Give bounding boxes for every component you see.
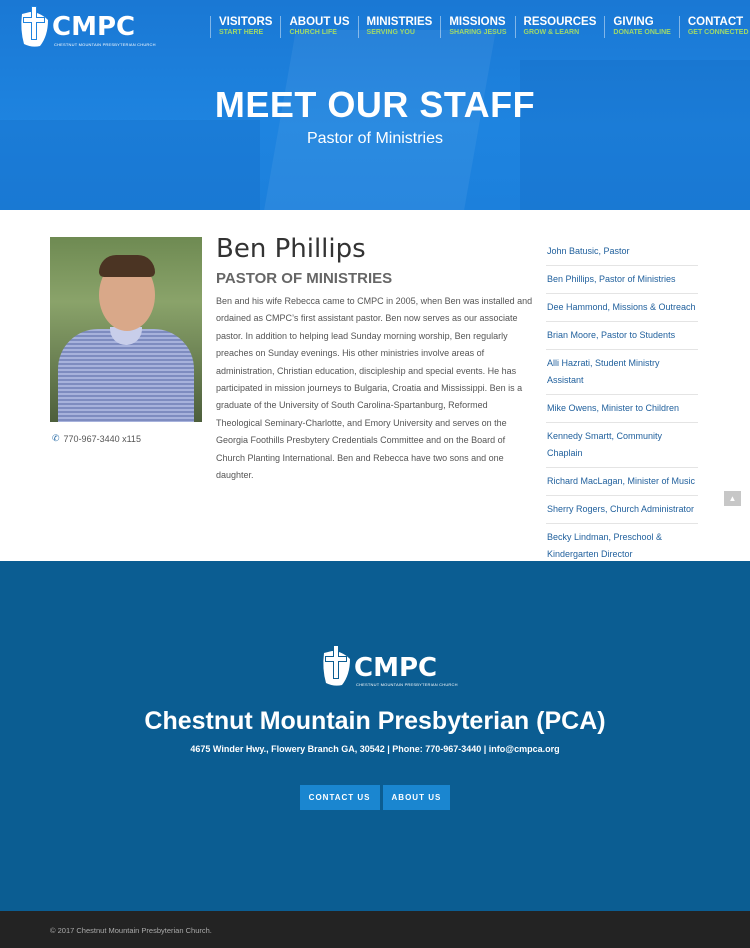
nav-item-resources[interactable] — [515, 16, 605, 38]
nav-sublabel: START HERE — [219, 29, 264, 36]
nav-sublabel: SERVING YOU — [366, 29, 415, 36]
cross-logo-icon — [320, 645, 354, 687]
nav-item-giving[interactable] — [604, 16, 678, 38]
nav-item-ministries[interactable] — [358, 16, 441, 38]
nav-sublabel: GET CONNECTED — [687, 29, 749, 36]
staff-role: PASTOR OF MINISTRIES — [216, 270, 393, 287]
staff-link-sherry-rogers[interactable]: Sherry Rogers, Church Administrator — [546, 496, 698, 524]
logo-subtext: CHESTNUT MOUNTAIN PRESBYTERIAN CHURCH — [356, 682, 458, 687]
main-nav — [210, 16, 750, 40]
staff-link-dee-hammond[interactable]: Dee Hammond, Missions & Outreach — [546, 294, 698, 322]
staff-link-richard-maclagan[interactable]: Richard MacLagan, Minister of Music — [546, 468, 698, 496]
nav-item-missions[interactable] — [440, 16, 514, 38]
nav-item-contact[interactable] — [679, 16, 750, 38]
staff-link-mike-owens[interactable]: Mike Owens, Minister to Children — [546, 395, 698, 423]
phone-number: 770-967-3440 x115 — [63, 433, 141, 444]
site-logo[interactable] — [18, 6, 156, 50]
staff-link-ben-phillips[interactable]: Ben Phillips, Pastor of Ministries — [546, 266, 698, 294]
staff-phone[interactable] — [52, 433, 141, 444]
copyright-text: © 2017 Chestnut Mountain Presbyterian Church. — [50, 926, 212, 935]
phone-icon: ✆ — [52, 433, 60, 443]
nav-label: CONTACT — [687, 16, 744, 28]
page-title: MEET OUR STAFF — [214, 84, 536, 125]
staff-link-becky-lindman[interactable]: Becky Lindman, Preschool & Kindergarten Director — [546, 524, 698, 569]
nav-label: GIVING — [613, 16, 654, 28]
logo-text: CMPC — [354, 653, 438, 683]
footer-address: 4675 Winder Hwy., Flowery Branch GA, 30542 | Phone: 770-967-3440 | info@cmpca.org — [190, 744, 560, 754]
staff-link-kennedy-smartt[interactable]: Kennedy Smartt, Community Chaplain — [546, 423, 698, 468]
chevron-up-icon: ▲ — [728, 494, 737, 503]
hero-banner — [0, 0, 750, 210]
staff-photo — [50, 237, 202, 422]
site-footer — [0, 561, 750, 911]
logo-subtext: CHESTNUT MOUNTAIN PRESBYTERIAN CHURCH — [54, 42, 156, 47]
page-subtitle: Pastor of Ministries — [306, 130, 444, 147]
staff-link-brian-moore[interactable]: Brian Moore, Pastor to Students — [546, 322, 698, 350]
staff-link-alli-hazrati[interactable]: Alli Hazrati, Student Ministry Assistant — [546, 350, 698, 395]
nav-label: RESOURCES — [523, 16, 597, 28]
nav-sublabel: SHARING JESUS — [449, 29, 507, 36]
nav-sublabel: DONATE ONLINE — [613, 29, 671, 36]
nav-label: MISSIONS — [449, 16, 506, 28]
nav-label: MINISTRIES — [366, 16, 433, 28]
staff-directory — [546, 238, 698, 569]
nav-label: ABOUT US — [289, 16, 350, 28]
logo-text: CMPC — [52, 12, 136, 42]
footer-logo[interactable] — [320, 645, 458, 691]
photo-hair — [99, 255, 155, 277]
nav-sublabel: GROW & LEARN — [523, 29, 580, 36]
cross-logo-icon — [18, 6, 52, 48]
footer-buttons — [0, 785, 750, 810]
nav-label: VISITORS — [219, 16, 273, 28]
contact-us-button[interactable]: CONTACT US — [300, 785, 380, 810]
about-us-button[interactable]: ABOUT US — [383, 785, 451, 810]
nav-item-visitors[interactable] — [210, 16, 280, 38]
staff-name: Ben Phillips — [216, 234, 366, 264]
scroll-to-top-button[interactable] — [724, 491, 741, 506]
nav-sublabel: CHURCH LIFE — [289, 29, 337, 36]
staff-bio: Ben and his wife Rebecca came to CMPC in 2005, when Ben was installed and ordained as CMPC’s first assistant pastor. Ben now serves as our associate pastor. In addition to helping lead Sunday morning worship, Ben regularly preaches on Sunday evenings. His other ministries involve areas of administration, Christian education, discipleship and special events. He has participated in mission journeys to Bulgaria, Croatia and Mississippi. Ben is a graduate of the University of South Carolina-Spartanburg, Reformed Theological Seminary-Charlotte, and Emory University and serves on the Georgia Foothills Presbytery Credentials Committee and on the Board of Church Planting International. Ben and Rebecca have two sons and one daughter. — [216, 296, 533, 481]
staff-link-john-batusic[interactable]: John Batusic, Pastor — [546, 238, 698, 266]
footer-title: Chestnut Mountain Presbyterian (PCA) — [144, 707, 606, 735]
copyright-bar — [0, 911, 750, 948]
nav-item-about-us[interactable] — [280, 16, 357, 38]
